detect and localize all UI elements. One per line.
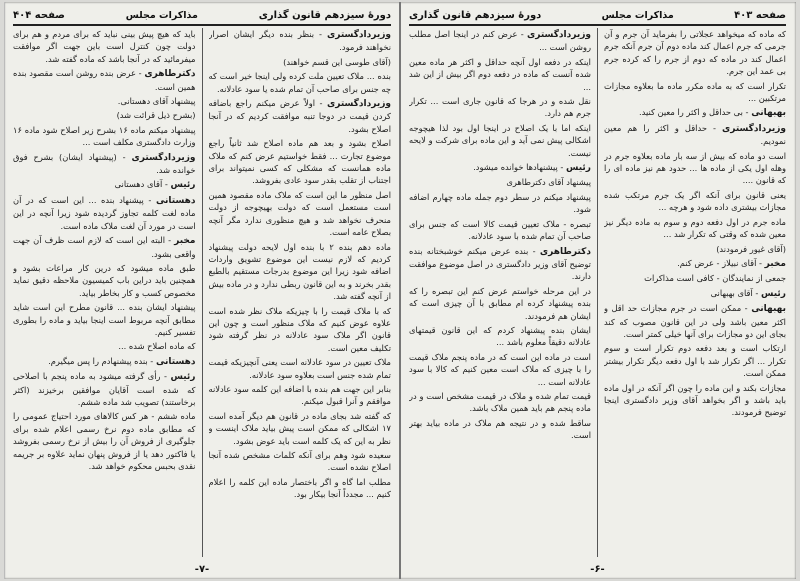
paragraph-text: - عرض بنده روشن است مقصود بنده همین است. — [13, 68, 196, 92]
paragraph-text: در این مرحله خواستم عرض کنم این تبصره را که بنده پیشنهاد کرده ام مطابق با آن چیزی است که ایشان هم فرمودند. — [409, 285, 591, 321]
paragraph-text: مجازات بکند و این ماده را چون اگر آنکه در اول ماده باید باشد و اگر بخواهد آقای وزیر دادگستری اینجا توضیح فرمودند. — [604, 382, 786, 418]
paragraph-text: که ماده که میخواهد عجلاتی را بفرماید آن جرم و آن جرمی که جرم اعمال کند ماده دوم آن جرم آنکه جرم اعمال کند در ماده که دوم از جرم را که کرده جرم بی عمد این جرم. — [604, 29, 786, 77]
paragraph-text: - البته این است که لازم است ظرف آن جهت واقعی بشود. — [13, 235, 196, 259]
page-403 — [399, 2, 794, 579]
paragraph-text: اینکه در دفعه اول آنچه حداقل و اکثر هر ماده معین شده آنست که ماده در دفعه دوم اگر بیش از این شد ... — [409, 56, 591, 92]
paragraph — [209, 137, 392, 187]
paragraph — [409, 417, 591, 442]
paragraph-text: (بشرح ذیل قرائت شد) — [116, 110, 196, 121]
paragraph — [604, 382, 786, 419]
paragraph — [209, 97, 392, 135]
page-header — [409, 6, 786, 26]
speaker-name: رئیس — [170, 372, 196, 383]
paragraph — [13, 28, 196, 65]
paragraph-text: سعیده شود وهم برای آنکه کلمات مشخص شده آنجا اصلاح نشده است. — [208, 450, 391, 473]
paragraph — [409, 351, 591, 388]
series-label: دورهٔ سیزدهم قانون گذاری — [258, 9, 391, 21]
paragraph-text: است در ماده این است که در ماده پنجم ملاک قیمت را با چیزی که ملاک است معین کنیم که کالا با سود عادلانه است ... — [409, 351, 591, 387]
paragraph-text: - عرض کنم در اینجا اصل مطلب روشن است ... — [409, 29, 591, 53]
series-label: دورهٔ سیزدهم قانون گذاری — [409, 9, 542, 21]
paragraph — [604, 189, 786, 214]
speaker-name: مخبر — [174, 236, 196, 247]
page-number-label: صفحه ۴۰۴ — [13, 9, 65, 21]
speaker-name: دهستانی — [155, 195, 196, 206]
paragraph-text: یعنی قانون برای آنکه اگر یک جرم مرتکب شده مجازات بیشتری داده شود و هرچه ... — [604, 189, 786, 213]
paragraph — [209, 449, 392, 474]
paragraph — [209, 241, 392, 303]
paragraph — [209, 70, 392, 95]
paragraph — [13, 410, 196, 472]
paragraph — [409, 122, 591, 159]
speaker-name: رئیس — [170, 180, 196, 191]
paragraph — [604, 80, 786, 105]
page-404 — [4, 2, 399, 579]
paragraph — [209, 410, 392, 447]
page-number-label: صفحه ۴۰۳ — [734, 9, 786, 21]
paragraph-text: ماده ششم - هر کس کالاهای مورد احتیاج عمومی را که مطابق ماده دوم نرخ رسمی اعلام شده برای جلوگیری از فروش آن را بیش از نرخ رسمی بفروشد یا فاکتور دهد یا از فروش پنهان نماید علاوه بر جریمه نقدی بحبس محکوم خواهد شد. — [13, 411, 196, 471]
column-right — [604, 28, 786, 557]
paragraph — [13, 109, 196, 121]
paragraph — [13, 234, 196, 260]
paragraph — [409, 390, 591, 415]
paragraph-text: (آقای غیور فرمودند) — [716, 243, 786, 254]
paragraph — [409, 324, 591, 349]
paragraph — [409, 56, 591, 93]
speaker-name: دهستانی — [155, 356, 196, 367]
paragraph — [409, 176, 591, 188]
paragraph-text: که ماده اصلاح شده ... — [118, 341, 196, 352]
paragraph — [13, 67, 196, 93]
paragraph-text: اینکه اما با یک اصلاح در اینجا اول بود لذا هیچوجه اشکالی پیش نمی آید و این ماده برای شرکت و لایحه نیست. — [409, 122, 591, 158]
paragraph-text: - بنظر بنده دیگر ایشان اصرار نخواهند فرمود. — [208, 29, 391, 53]
speaker-name: وزیردادگستری — [722, 123, 786, 134]
paragraph — [209, 383, 392, 408]
paragraph — [13, 301, 196, 338]
speaker-name: وزیردادگستری — [327, 99, 391, 110]
paragraph — [604, 272, 786, 284]
paragraph-text: پیشنهاد میکنم در سطر دوم جمله ماده چهارم اضافه شود. — [409, 191, 591, 215]
paragraph — [409, 95, 591, 120]
speaker-name: وزیردادگستری — [327, 30, 391, 40]
paragraph — [409, 191, 591, 216]
speaker-name: مخبر — [764, 258, 786, 269]
paragraph-text: اصلاح بشود و بعد هم ماده اصلاح شد ثانیاً راجع موضوع تجارت ... فقط خواستیم عرض کنم که ملاک ماده همانست که مشکلی که کسی نمیتواند برای اجتناب از تقلب بقدر سود عادی بفروشد. — [208, 138, 391, 186]
column-left — [13, 28, 196, 557]
paragraph — [409, 285, 591, 322]
paragraph-text: است دو ماده که بیش از سه بار ماده بعلاوه جرم در وهله اول یکی از ماده ها ... حدود هم نیز ماده ای را که قانون .... — [604, 150, 786, 186]
paragraph — [409, 28, 591, 54]
paragraph-text: اصل منظور ما این است که ملاک ماده مقصود همین است مستعمل است که دولت بهیچوجه از دولت منحرف نخواهد شد و هیچ منظوری ندارد مگر آنچه بصلاح عامه است. — [208, 189, 391, 238]
paragraph-text: تبصره - ملاک تعیین قیمت کالا است که جنس برای صاحب آن تمام شده با سود عادلانه. — [409, 218, 591, 242]
paragraph — [209, 356, 392, 381]
speaker-name: بهبهانی — [751, 108, 786, 119]
paragraph — [209, 305, 392, 355]
paragraph-text: - (پیشنهاد ایشان) بشرح فوق خوانده شد. — [13, 151, 196, 176]
page-footer-number: -۷- — [194, 564, 210, 575]
paragraph-text: پیشنهاد آقای دهستانی. — [117, 96, 196, 107]
paragraph-text: طبق ماده میشود که درین کار مراعات بشود و همچنین باید دراین باب کمیسیون ملاحظه دقیق نماید مخصوص کسب و کار بخاطر بیاید. — [13, 262, 196, 298]
paragraph-text: ماده جرم در اول دفعه دوم و سوم به ماده دیگر نیز معین شده که وقتی که تکرار شد ... — [604, 216, 786, 240]
paragraph — [13, 95, 196, 107]
paragraph — [604, 287, 786, 300]
paragraph — [604, 302, 786, 340]
speaker-name: وزیردادگستری — [131, 152, 196, 163]
paragraph-text: - آقای بهبهانی — [710, 287, 759, 298]
paragraph-text: - بنده عرض میکنم خوشبختانه بنده توضیح آقای وزیر دادگستری در اصل موضوع موافقت دارند. — [409, 245, 591, 282]
paragraph-text: باید که هیچ پیش بینی نباید که برای مردم و هم برای دولت چون کنترل است باین جهت اگر موافقت میفرمائید که در آنجا باشد که ماده گفته شد. — [13, 29, 196, 64]
paragraph-text: - آقای دهستانی — [114, 179, 168, 190]
speaker-name: بهبهانی — [751, 304, 786, 315]
paragraph-text: - آقای نبیلاز - عرض کنم. — [677, 257, 763, 268]
paragraph-text: - بی حداقل و اکثر را معین کنید. — [638, 107, 749, 118]
speaker-name: دکترطاهری — [539, 246, 591, 257]
paragraph-text: ملاک تعیین در سود عادلانه است یعنی آنچیزیکه قیمت تمام شده جنس است بعلاوه سود عادلانه. — [208, 357, 391, 380]
paragraph — [604, 243, 786, 255]
paragraph — [209, 476, 392, 501]
paragraph-text: - رأی گرفته میشود به ماده پنجم با اصلاحی که شده است آقایان موافقین برخیزند (اکثر برخاستند) تصویب شد ماده ششم. — [13, 371, 196, 407]
paragraph — [209, 189, 392, 239]
paragraph-text: پیشنهاد ایشان بنده ... قانون مطرح این است شاید مطابق آنچه مربوط است اینجا بیاید و ماده را بطوری تفسیر کنیم. — [13, 302, 196, 337]
paragraph — [13, 194, 196, 232]
paragraph-text: که گفته شد بجای ماده در قانون هم دیگر آمده است ۱۷ اشکالی که ممکن است پیش بیاید ملاک اینست و نظر به این که یک کلمه است باید عوض بشود. — [208, 410, 391, 446]
paragraph-text: پیشنهاد میکنم ماده ۱۶ بشرح زیر اصلاح شود ماده ۱۶ وزارت دادگستری مکلف است ... — [13, 124, 196, 148]
paragraph — [13, 124, 196, 149]
page-header — [13, 6, 391, 26]
paragraph-text: - حداقل و اکثر را هم معین نمودیم. — [604, 122, 786, 147]
paragraph-text: که با ملاک قیمت را با چیزیکه ملاک نظر شده است علاوه عوض کنیم که ملاک منظور است و چون این قانون اگر ملاک سود عادلانه در نظر گرفته شود تکلیف معین است. — [208, 305, 391, 353]
paragraph — [409, 218, 591, 243]
column-divider — [202, 28, 203, 557]
paragraph — [13, 151, 196, 177]
paragraph — [604, 122, 786, 148]
paragraph — [13, 340, 196, 352]
paragraph — [13, 370, 196, 408]
paragraph — [604, 150, 786, 187]
paragraph-text: ارتکاب است و بعد دفعه دوم تکرار است و سوم تکرار ... اگر تکرار شد با اول دفعه دیگر تکرار بیشتر ممکن است. — [604, 343, 786, 379]
paragraph — [604, 216, 786, 241]
paragraph-text: (آقای طوسی این قسم خواهند) — [283, 56, 391, 67]
paragraph-text: بنابر این جهت هم بنده با اضافه این کلمه سود عادلانه موافقم و آنرا قبول میکنم. — [208, 383, 391, 407]
paragraph-text: - اولاً عرض میکنم راجع باضافه کردن قیمت در دوجا تنبه موافقت کردیم که در آنجا اصلاح بشود. — [208, 98, 391, 134]
paragraph — [604, 28, 786, 78]
paragraph-text: ایشان بنده پیشنهاد کردم که این قانون قیمتهای عادلانه دقیقاً معلوم باشد ... — [409, 324, 591, 348]
paragraph-text: - بنده پیشنهادم را پس میگیرم. — [48, 355, 154, 366]
column-left — [409, 28, 591, 557]
paragraph-text: پیشنهاد آقای دکترطاهری — [506, 177, 591, 188]
paragraph-text: جمعی از نمایندگان - کافی است مذاکرات — [644, 273, 786, 284]
paragraph — [409, 161, 591, 174]
paragraph — [604, 106, 786, 119]
paragraph-text: ساقط شده و در نتیجه هم ملاک در ماده بیاید بهتر است. — [409, 417, 591, 441]
column-divider — [597, 28, 598, 557]
paragraph — [604, 257, 786, 270]
paragraph — [13, 262, 196, 299]
paragraph-text: مطلب اما گاه و اگر باختصار ماده این کلمه را اعلام کنیم ... مجدداً آنجا بیکار بود. — [208, 476, 391, 500]
paragraph-text: تکرار است که به ماده مکرر ماده ما بعلاوه مجازات مرتکبین ... — [604, 80, 786, 104]
page-footer-number: -۶- — [590, 564, 605, 575]
paragraph-text: نقل شده و در هرجا که قانون جاری است ... تکرار جرم هم دارد. — [409, 96, 591, 119]
column-right — [209, 28, 392, 557]
speaker-name: دکترطاهری — [144, 69, 196, 80]
paragraph — [209, 56, 392, 68]
paragraph-text: ماده دهم بنده ۲ با بنده اول لایحه دولت پیشنهاد کردیم که لازم نیست این موضوع تشویق واردات اضافه شود زیرا این موضوع بدرجات مستقیم بالطبع بقدر بخرند و به این قانون ربطی ندارد و در ماده بیش از آنچه گفته شد. — [208, 241, 391, 302]
speaker-name: وزیردادگستری — [527, 30, 591, 40]
paragraph — [209, 28, 392, 54]
paragraph — [409, 245, 591, 283]
paragraph-text: - ممکن است در جرم مجازات حد اقل و اکثر معین باشد ولی در این قانون مصوب که کند بجای این دو مجازات برای آنها خیلی کمتر است. — [604, 303, 786, 339]
paragraph-text: قیمت تمام شده و ملاک در قیمت مشخص است و در ماده پنجم هم باید همین ملاک باشد. — [409, 390, 591, 414]
paragraph-text: - پیشنهادها خوانده میشود. — [473, 162, 564, 173]
speaker-name: رئیس — [761, 288, 786, 299]
paragraph-text: - پیشنهاد بنده ... این است که در آن ماده لغت کلمه تجاوز گردیده شود زیرا آنچه در این است در مورد آن لغت ملاک ماده است. — [13, 194, 196, 231]
paragraph — [13, 178, 196, 191]
document-spread — [4, 2, 796, 579]
text-columns — [13, 28, 391, 557]
paragraph-text: بنده ... ملاک تعیین ملت کرده ولی اینجا خیر است که چه جنس برای صاحب آن تمام شده یا سود عادلانه. — [208, 71, 391, 94]
paragraph — [604, 342, 786, 379]
header-title: مذاکرات مجلس — [125, 9, 198, 21]
header-title: مذاکرات مجلس — [601, 9, 674, 21]
speaker-name: رئیس — [566, 163, 591, 174]
paragraph — [13, 355, 196, 368]
text-columns — [409, 28, 786, 557]
